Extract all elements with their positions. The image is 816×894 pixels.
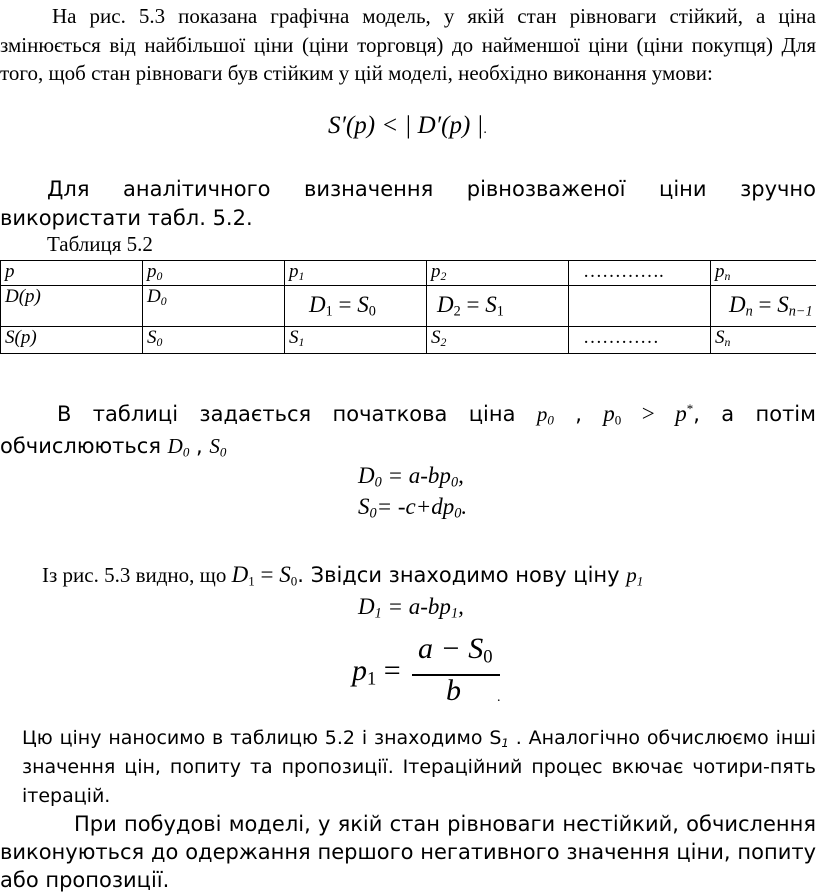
- demand-equation: $D_0 = a-bp_0$,: [358, 463, 464, 489]
- table-cell: $D_0$: [143, 286, 285, 327]
- table-row-demand: [1, 286, 816, 327]
- fraction-dot: .: [497, 690, 501, 706]
- table-cell: $D_1 = S_0$: [285, 286, 427, 327]
- table-cell: $S_n$: [711, 327, 816, 354]
- table-intro-paragraph: Для аналітичного визначення рівнозваженої ціни зручно використати табл. 5.2.: [0, 175, 816, 233]
- unstable-model-paragraph: При побудові моделі, у якій стан рівноваги нестійкий, обчислення виконуються до одержання першого негативного значення ціни, попиту або пропозиції.: [0, 810, 816, 894]
- table-row-price: [1, 261, 816, 286]
- iteration-paragraph: Цю ціну наносимо в таблицю 5.2 і знаходимо $S_1$ . Аналогічно обчислюємо інші значення цін, попиту та пропозиції. Ітераційний процес вкючає чотири-пять ітерацій.: [22, 724, 816, 811]
- table-cell: $S_0$: [143, 327, 285, 354]
- table-cell: …………: [569, 327, 711, 354]
- table-cell: ………….: [569, 261, 711, 286]
- table-cell: [569, 286, 711, 327]
- fraction-denominator: b: [446, 674, 461, 708]
- table-cell: $p_2$: [427, 261, 569, 286]
- condition-expression: S′(p) < | D′(p) |: [328, 112, 483, 139]
- iteration-table: [0, 260, 816, 354]
- table-cell: D(p): [1, 286, 143, 327]
- fraction-numerator: $a - S_0$: [418, 632, 493, 666]
- fraction-lhs: $p_1$ =: [352, 654, 401, 688]
- new-price-paragraph: Із рис. 5.3 видно, що $D_1 = S_0$. Звідси знаходимо нову ціну $p_1$: [42, 560, 643, 590]
- table-cell: $p_0$: [143, 261, 285, 286]
- supply-equation: $S_0= -c+dp_0$.: [358, 494, 467, 520]
- initial-price-paragraph: В таблиці задається початкова ціна $p_0$ , $p_0 > p^*$, а потім обчислюються $D_0$ , $S_0$: [0, 398, 816, 462]
- table-cell: p: [1, 261, 143, 286]
- table-cell: $p_n$: [711, 261, 816, 286]
- table-cell: $S_2$: [427, 327, 569, 354]
- table-cell: $D_2 = S_1$: [427, 286, 569, 327]
- table-caption: Таблиця 5.2: [47, 232, 153, 257]
- table-cell: $D_n = S_{n-1}$: [711, 286, 816, 327]
- demand-equation-iteration-1: $D_1 = a-bp_1$,: [358, 594, 464, 620]
- table-cell: $p_1$: [285, 261, 427, 286]
- stability-condition-formula: [328, 112, 487, 140]
- condition-dot: .: [483, 122, 487, 137]
- table-cell: S(p): [1, 327, 143, 354]
- intro-paragraph: На рис. 5.3 показана графічна модель, у якій стан рівноваги стійкий, а ціна змінюється від найбільшої ціни (ціни торговця) до найменшої ціни (ціни покупця) Для того, щоб стан рівноваги був стійким у цій моделі, необхідно виконання умови:: [0, 2, 816, 88]
- table-cell: $S_1$: [285, 327, 427, 354]
- table-row-supply: [1, 327, 816, 354]
